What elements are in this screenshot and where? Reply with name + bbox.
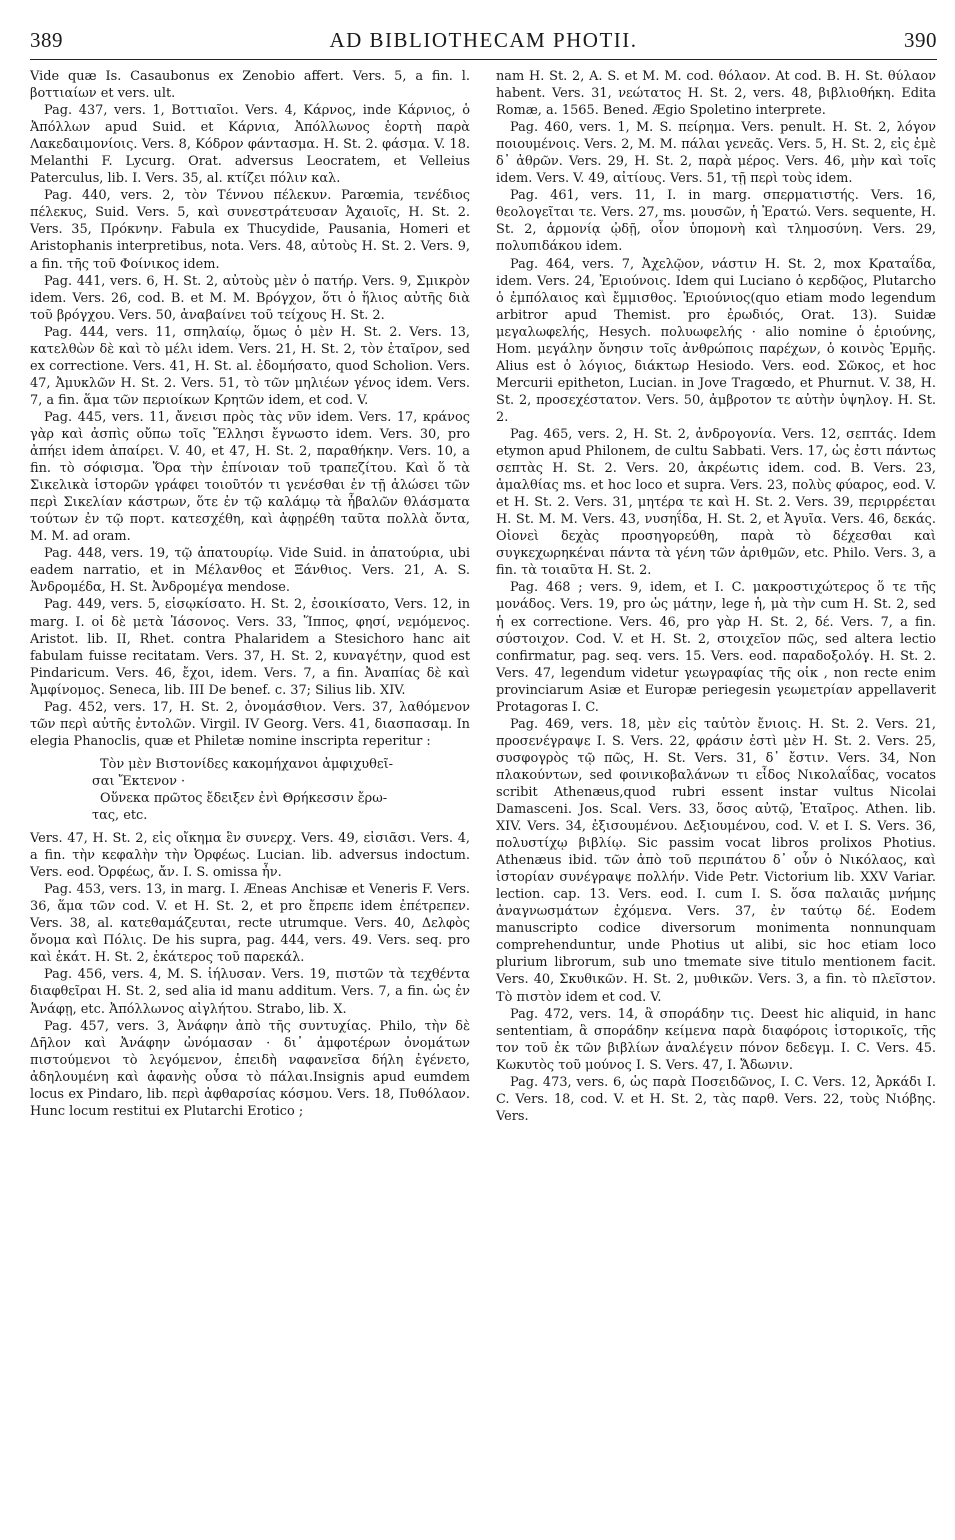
verse-quotation: [30, 756, 470, 824]
paragraph: Vers. 47, H. St. 2, εἰς οἴκημα ἓν συνερχ. Vers. 49, εἰσιᾶσι. Vers. 4, a fin. τὴν κεφαλὴν τὴν Ὀρφέως. Lucian. lib. adversus indoctum. Vers. eod. Ὀρφέως, ἄν. I. S. omissa ἦν.: [30, 831, 470, 881]
right-column: [496, 68, 936, 1125]
verse-line: Τὸν μὲν Βιστονίδες κακομήχανοι ἀμφιχυθεῖ-: [100, 756, 393, 772]
paragraph: nam H. St. 2, A. S. et M. M. cod. θόλαον. At cod. B. H. St. θύλαον habent. Vers. 31, νεώτατος H. St. 2, vers. 48, βιβλιοθήκη. Edita Romæ, a. 1565. Bened. Ægio Spoletino interprete.: [496, 69, 936, 119]
paragraph: Pag. 441, vers. 6, H. St. 2, αὐτοὺς μὲν ὁ πατήρ. Vers. 9, Σμικρὸν idem. Vers. 26, cod. B. et M. M. Βρόγχον, ὅτι ὁ ἥλιος αὐτῆς διὰ τοῦ βρόγχου. Vers. 50, ἀναβαίνει τοῦ τείχους H. St. 2.: [30, 273, 470, 323]
paragraph: Pag. 465, vers. 2, H. St. 2, ἀνδρογονία. Vers. 12, σεπτάς. Idem etymon apud Philonem, de cultu Sabbati. Vers. 17, ὡς ἐστι πάντως σεπτὰς H. St. 2. Vers. 20, ἀκρέωτις idem. cod. B. Vers. 23, ἁμαλθίας ms. et hoc loco et supra. Vers. 23, πολὺς φύαρος, eod. V. et H. St. 2. Vers. 31, μητέρα τε καὶ H. St. 2. Vers. 39, περιρρέεται H. St. M. M. Vers. 43, νυσηΐδα, H. St. 2, et Ἀγυῖα. Vers. 46, δεκάς. Οἰονεὶ δεχὰς προσηγορεύθη, παρὰ τὸ δέχεσθαι καὶ συγκεχωρηκέναι πάντα τὰ γένη τῶν ἀριθμῶν, etc. Philo. Vers. 3, a fin. τὰ τοιαῦτα H. St. 2.: [496, 426, 936, 579]
paragraph: Pag. 444, vers. 11, σπηλαίῳ, ὅμως ὁ μὲν H. St. 2. Vers. 13, κατελθὼν δὲ καὶ τὸ μέλι idem. Vers. 21, H. St. 2, τὸν ἑταῖρον, sed ex correctione. Vers. 41, H. St. al. ἐδομήσατο, quod Scholion. Vers. 47, Ἀμυκλῶν H. St. 2. Vers. 51, τὸ τῶν μηλιέων γένος idem. Vers. 7, a fin. ἅμα τῶν περιοίκων Κρητῶν idem, et cod. V.: [30, 324, 470, 408]
paragraph: Pag. 456, vers. 4, M. S. ἰήλυσαν. Vers. 19, πιστῶν τὰ τεχθέντα διαφθεῖραι H. St. 2, sed alia id manu additum. Vers. 7, a fin. ὡς ἐν Ἀνάφῃ, etc. Ἀπόλλωνος αἰγλήτου. Strabo, lib. X.: [30, 967, 470, 1017]
verse-line: Οὕνεκα πρῶτος ἔδειξεν ἐνὶ Θρήκεσσιν ἔρω-: [100, 790, 388, 806]
page-number-right: 390: [903, 28, 937, 52]
verse-line: τας, etc.: [92, 808, 148, 824]
paragraph: Pag. 440, vers. 2, τὸν Τέννου πέλεκυν. Parœmia, τενέδιος πέλεκυς, Suid. Vers. 5, καὶ συνεστράτευσαν Ἀχαιοῖς, H. St. 2. Vers. 35, Πρόκνην. Fabula ex Thucydide, Pausania, Homeri et Aristophanis interpretibus, nota. Vers. 48, αὐτοὺς H. St. 2. Vers. 9, a fin. τῆς τοῦ Φοίνικος idem.: [30, 188, 470, 272]
paragraph: Pag. 449, vers. 5, εἰσῳκίσατο. H. St. 2, ἐσοικίσατο, Vers. 12, in marg. I. οἱ δὲ μετὰ Ἰάσονος. Vers. 33, Ἵππος, φησί, νεμόμενος. Aristot. lib. II, Rhet. contra Phalaridem a Stesichoro hanc ait fabulam fuisse recitatam. Vers. 37, H. St. 2, κυναγέτην, quod est Pindaricum. Vers. 46, ἔχοι, idem. Vers. 7, a fin. Ἀναπίας δὲ καὶ Ἀμφίνομος. Seneca, lib. III De benef. c. 37; Silius lib. XIV.: [30, 597, 470, 698]
running-title: AD BIBLIOTHECAM PHOTII.: [329, 28, 638, 52]
paragraph: Pag. 453, vers. 13, in marg. I. Æneas Anchisæ et Veneris F. Vers. 36, ἅμα τῶν cod. V. et H. St. 2, et pro ἔπρεπε idem ἐπέτρεπεν. Vers. 38, al. κατεθαμάζευται, recte utrumque. Vers. 40, Δελφὸς ὄνομα καὶ Πόλις. De his supra, pag. 444, vers. 49. Vers. seq. pro καὶ ἑκάτ. H. St. 2, ἑκάτερος τοῦ παρεκάλ.: [30, 882, 470, 966]
page-header: [30, 28, 937, 60]
paragraph: Pag. 460, vers. 1, M. S. πείρημα. Vers. penult. H. St. 2, λόγον ποιουμένοις. Vers. 2, M. M. πάλαι γενεᾶς. Vers. 5, H. St. 2, εἰς ἐμὲ δ᾽ ἀθρῶν. Vers. 29, H. St. 2, παρὰ μέρος. Vers. 46, μὴν καὶ τοῖς idem. Vers. V. 49, αἰτίους. Vers. 51, τῇ περὶ τοὺς idem.: [496, 120, 936, 187]
paragraph: Pag. 445, vers. 11, ἄνεισι πρὸς τὰς νῦν idem. Vers. 17, κράνος γὰρ καὶ ἀσπὶς οὔπω τοῖς Ἕλλησι ἔγνωστο idem. Vers. 30, pro ἀπήει idem ἀπαίρει. V. 40, et 47, H. St. 2, παραθήκην. Vers. 10, a fin. τὸ σόφισμα. Ὅρα τὴν ἐπίνοιαν τοῦ τραπεζίτου. Καὶ ὅ τὰ Σικελικὰ ἱστορῶν γράφει τοιοῦτόν τι γενέσθαι ἐν τῇ ἁλώσει τῶν περὶ Σικελίαν κάστρων, ὅτε ἐν τῷ καλάμῳ τὰ ἧβαλῶν θλάσματα τούτων ἐν τῷ πορτ. κατεσχέθη, καὶ ἀφῃρέθη ταῦτα πολλὰ ὄντα, M. M. ad oram.: [30, 409, 470, 545]
paragraph: Pag. 437, vers. 1, Βοττιαῖοι. Vers. 4, Κάρνος, inde Κάρνιος, ὁ Ἀπόλλων apud Suid. et Κάρνια, Ἀπόλλωνος ἑορτὴ παρὰ Λακεδαιμονίοις. Vers. 8, Κόδρον φάντασμα. H. St. 2. φάσμα. V. 18. Melanthi F. Lycurg. Orat. adversus Leocratem, et Velleius Paterculus, lib. I. Vers. 35, al. κτίζει πόλιν καλ.: [30, 103, 470, 187]
paragraph: Pag. 464, vers. 7, Ἀχελῷον, νάστιν H. St. 2, mox Κραταΐδα, idem. Vers. 24, Ἐριούνοις. Idem qui Luciano ὁ κερδῷος, Plutarcho ὁ ἐμπόλαιος καὶ ἔμμισθος. Ἐριούνιος(quo etiam modo legendum arbitror apud Themist. pro ἐρωδιός, Orat. 13). Suidæ μεγαλωφελής, Hesych. πολυωφελής · alio nomine ὁ ἐριούνης, Hom. μεγάλην ὄνησιν τοῖς ἀνθρώποις παρέχων, ὁ κοινὸς Ἑρμῆς. Alius est ὁ λόγιος, διάκτωρ Hesiodo. Vers. eod. Σῶκος, et hoc Mercurii epitheton, Lucian. in Jove Tragœdo, et Phurnut. V. 38, H. St. 2, προσεχέστατον. Vers. 50, ἀμβροτον τε αὐτὴν ὑψηλογ. H. St. 2.: [496, 256, 936, 425]
text-columns: [30, 68, 937, 1125]
paragraph: Pag. 469, vers. 18, μὲν εἰς ταὐτὸν ἔνιοις. H. St. 2. Vers. 21, προσενέγραψε I. S. Vers. 22, φράσιν ἐστὶ μὲν H. St. 2. Vers. 25, συσφογρὸς τῷ πῶς, H. St. Vers. 31, δ᾽ ἔστιν. Vers. 34, Non πλακούντων, sed φοινικοβαλάνων τι εἶδος Νικολαΐδας, vocatos scribit Athenæus,quod rubri essent instar vultus Nicolai Damasceni. Jos. Scal. Vers. 33, ὅσος αὐτῷ, Ἑταῖρος. Athen. lib. XIV. Vers. 34, ἐξισουμένου. Δεξιουμένου, cod. V. et I. S. Vers. 36, πολυστίχῳ βιβλίῳ. Sic passim vocat libros prolixos Photius. Athenæus ibid. τῶν ἀπὸ τοῦ περιπάτου δ᾽ οὖν ὁ Νικόλαος, καὶ ἱστορίαν συνέγραψε πολλήν. Vide Petr. Victorium lib. XXV Variar. lection. cap. 13. Vers. eod. I. cum I. S. ὅσα παλαιᾶς μνήμης ἀναγνωσμάτων ἐχόμενα. Vers. 37, ἐν ταύτῳ δέ. Eodem manuscripto codice diversorum monimenta nonnunquam comprehenduntur, unde Photius ut alibi, sic hoc etiam loco plurium librorum, sub uno tmemate sive titulo mentionem facit. Vers. 40, Σκυθικῶν. H. St. 2, μυθικῶν. Vers. 3, a fin. τὸ πλεῖστον. Τὸ πιστὸν idem et cod. V.: [496, 716, 936, 1005]
verse-line: σαι Ἔκτενον ·: [92, 773, 186, 789]
page-number-left: 389: [30, 28, 63, 52]
paragraph: Pag. 472, vers. 14, ἃ σποράδην τις. Deest hic aliquid, in hanc sententiam, ἃ σποράδην κείμενα παρὰ διαφόροις ἱστορικοῖς, τῆς τον τοῦ ἐκ τῶν βιβλίων ἀναλέγειν πόνον δεδεγμ. I. C. Vers. 45. Κωκυτὸς τοῦ μούνος I. S. Vers. 47, I. Ἄδωνιν.: [496, 1006, 936, 1073]
paragraph: Vide quæ Is. Casaubonus ex Zenobio affert. Vers. 5, a fin. l. βοττιαίων et vers. ult.: [30, 69, 470, 102]
paragraph: Pag. 448, vers. 19, τῷ ἀπατουρίῳ. Vide Suid. in ἀπατούρια, ubi eadem narratio, et in Μέλανθος et Ξάνθιος. Vers. 21, A. S. Ἀνδρομέδα, H. St. Ἀνδρομέγα mendose.: [30, 546, 470, 596]
paragraph: Pag. 473, vers. 6, ὡς παρὰ Ποσειδῶνος, I. C. Vers. 12, Ἀρκάδι I. C. Vers. 18, cod. V. et H. St. 2, τὰς παρθ. Vers. 22, τοὺς Νιόβης. Vers.: [496, 1074, 936, 1124]
paragraph: Pag. 452, vers. 17, H. St. 2, ὀνομάσθιον. Vers. 37, λαθόμενον τῶν περὶ αὐτῆς ἐντολῶν. Virgil. IV Georg. Vers. 41, διασπασαμ. In elegia Phanoclis, quæ et Philetæ nomine inscripta reperitur :: [30, 699, 470, 749]
paragraph: Pag. 468 ; vers. 9, idem, et I. C. μακροστιχώτερος ὅ τε τῆς μονάδος. Vers. 19, pro ὡς μάτην, lege ἡ, μὰ τὴν cum H. St. 2, sed ἡ ex correctione. Vers. 46, pro γὰρ H. St. 2, δέ. Vers. 7, a fin. σύστοιχον. Cod. V. et H. St. 2, στοιχεῖον πῶς, sed altera lectio confirmatur, pag. seq. vers. 15. Vers. eod. παραδοξολόγ. H. St. 2. Vers. 47, legendum videtur γεωγραφίας τῆς οἰκ , non recte enim provinciarum Asiæ et Europæ periegesin γεωμετρίαν appellaverit Protagoras I. C.: [496, 580, 936, 715]
left-column: [30, 68, 470, 1125]
paragraph: Pag. 457, vers. 3, Ἀνάφην ἀπὸ τῆς συντυχίας. Philo, τὴν δὲ Δῆλον καὶ Ἀνάφην ὠνόμασαν · δι᾽ ἀμφοτέρων ὀνομάτων πιστούμενοι τὸ λεγόμενον, ἐπειδὴ ναφανεῖσα δήλη ἐγένετο, ἀδηλουμένη καὶ ἀφανὴς οὖσα τὸ πάλαι.Insignis apud eumdem locus ex Pindaro, lib. περὶ ἀφθαρσίας κόσμου. Vers. 18, Πυθόλαον. Hunc locum restitui ex Plutarchi Erotico ;: [30, 1018, 470, 1119]
paragraph: Pag. 461, vers. 11, I. in marg. σπερματιστής. Vers. 16, θεολογεῖται τε. Vers. 27, ms. μουσῶν, ἡ Ἐρατώ. Vers. sequente, H. St. 2, ἁρμονίᾳ ᾠδῇ, οἷον ὑπομονὴ καὶ τλημοσύνη. Vers. 29, πολυπιδάκου idem.: [496, 188, 936, 255]
